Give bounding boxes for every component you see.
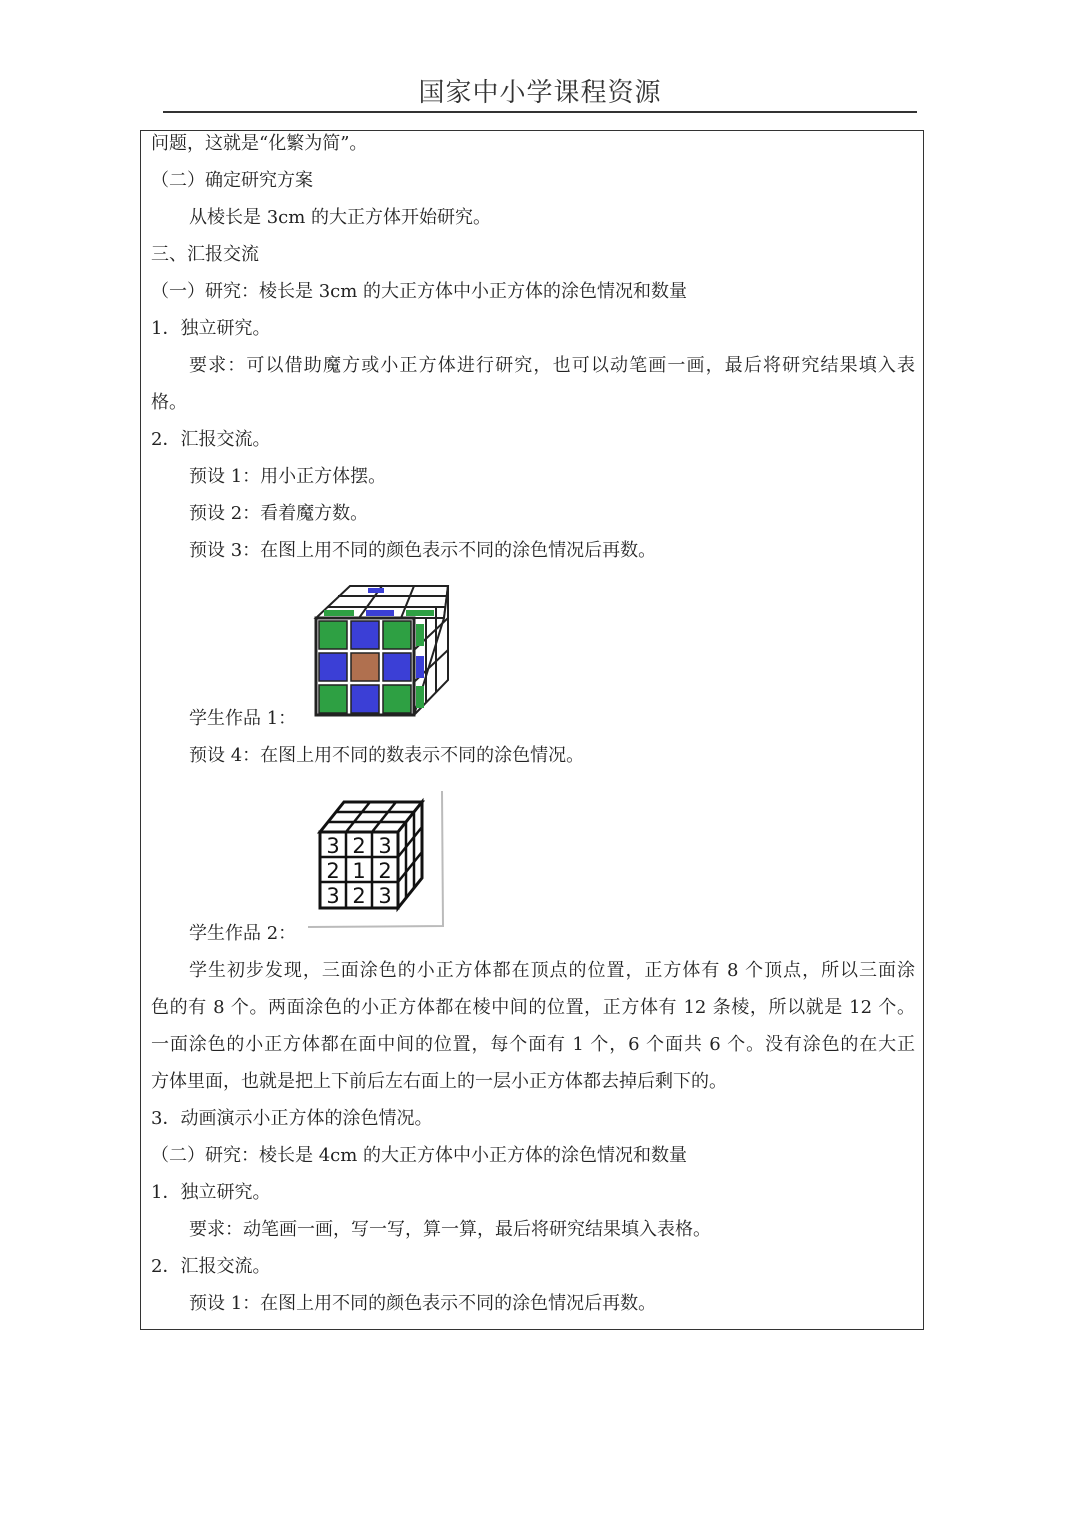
student-work-2-label: 学生作品 2： xyxy=(189,923,297,944)
finding-paragraph-line-2: 色的有 8 个。两面涂色的小正方体都在棱中间的位置，正方体有 12 条棱，所以就是 12 个。 xyxy=(151,997,915,1018)
section-heading-report: 三、汇报交流 xyxy=(151,244,259,265)
step-independent-study: 1．独立研究。 xyxy=(151,318,271,339)
finding-paragraph-line-1: 学生初步发现，三面涂色的小正方体都在顶点的位置，正方体有 8 个顶点，所以三面涂 xyxy=(189,960,915,981)
cube2-number-r3c2: 2 xyxy=(352,884,366,908)
cube1-top-green-right xyxy=(406,610,434,616)
cube1-cell-r2c2 xyxy=(351,653,379,681)
preset-1-second: 预设 1：在图上用不同的颜色表示不同的涂色情况后再数。 xyxy=(189,1293,657,1314)
cube1-top-blue xyxy=(366,610,394,616)
step-independent-study-2: 1．独立研究。 xyxy=(151,1182,271,1203)
cube1-cell-r3c2 xyxy=(351,685,379,713)
cube2-number-r2c3: 2 xyxy=(378,859,392,883)
text-line-3: 从棱长是 3cm 的大正方体开始研究。 xyxy=(189,207,492,228)
subsection-heading-3cm: （一）研究：棱长是 3cm 的大正方体中小正方体的涂色情况和数量 xyxy=(151,281,688,302)
preset-4: 预设 4：在图上用不同的数表示不同的涂色情况。 xyxy=(189,745,585,766)
cube1-top-face xyxy=(316,586,448,618)
cube1-cell-r2c3 xyxy=(383,653,411,681)
finding-paragraph-line-3: 一面涂色的小正方体都在面中间的位置，每个面有 1 个，6 个面共 6 个。没有涂色的在大正 xyxy=(151,1034,915,1055)
text-line-1: 问题，这就是“化繁为简”。 xyxy=(151,133,368,154)
preset-3: 预设 3：在图上用不同的颜色表示不同的涂色情况后再数。 xyxy=(189,540,657,561)
student-work-1-label: 学生作品 1： xyxy=(189,708,297,729)
requirement-line-2: 要求：动笔画一画，写一写，算一算，最后将研究结果填入表格。 xyxy=(189,1219,711,1240)
cube2-number-r3c3: 3 xyxy=(378,884,392,908)
subsection-heading-4cm: （二）研究：棱长是 4cm 的大正方体中小正方体的涂色情况和数量 xyxy=(151,1145,688,1166)
cube1-right-green-bottom xyxy=(416,686,424,708)
cube1-top-blue-back xyxy=(368,588,384,593)
section-heading-research-plan: （二）确定研究方案 xyxy=(151,170,313,191)
cube1-cell-r1c3 xyxy=(383,621,411,649)
cube1-cell-r3c1 xyxy=(319,685,347,713)
step-report: 2．汇报交流。 xyxy=(151,429,271,450)
student-work-1-cube-image xyxy=(310,580,455,720)
cube1-cell-r1c1 xyxy=(319,621,347,649)
student-work-2-cube-image xyxy=(306,788,451,930)
cube1-cell-r1c2 xyxy=(351,621,379,649)
cube1-front-face xyxy=(316,618,414,715)
page-header-title: 国家中小学课程资源 xyxy=(418,78,662,108)
step-report-2: 2．汇报交流。 xyxy=(151,1256,271,1277)
finding-paragraph-line-4: 方体里面，也就是把上下前后左右面上的一层小正方体都去掉后剩下的。 xyxy=(151,1071,727,1092)
cube2-front-face xyxy=(320,832,398,908)
requirement-line: 要求：可以借助魔方或小正方体进行研究，也可以动笔画一画，最后将研究结果填入表 xyxy=(189,355,915,376)
cube2-number-r2c1: 2 xyxy=(326,859,340,883)
cube1-cell-r3c3 xyxy=(383,685,411,713)
cube2-number-r3c1: 3 xyxy=(326,884,340,908)
step-animation-demo: 3．动画演示小正方体的涂色情况。 xyxy=(151,1108,433,1129)
requirement-line-end: 格。 xyxy=(151,392,187,413)
cube2-number-r1c2: 2 xyxy=(352,834,366,858)
cube2-number-r1c3: 3 xyxy=(378,834,392,858)
header-rule xyxy=(163,111,917,113)
cube1-top-green-left xyxy=(324,610,354,616)
cube1-right-blue-mid xyxy=(416,656,424,678)
cube1-cell-r2c1 xyxy=(319,653,347,681)
preset-1: 预设 1：用小正方体摆。 xyxy=(189,466,387,487)
cube2-number-r1c1: 3 xyxy=(326,834,340,858)
preset-2: 预设 2：看着魔方数。 xyxy=(189,503,369,524)
cube2-number-r2c2: 1 xyxy=(352,859,366,883)
cube1-right-green-top xyxy=(416,624,424,646)
